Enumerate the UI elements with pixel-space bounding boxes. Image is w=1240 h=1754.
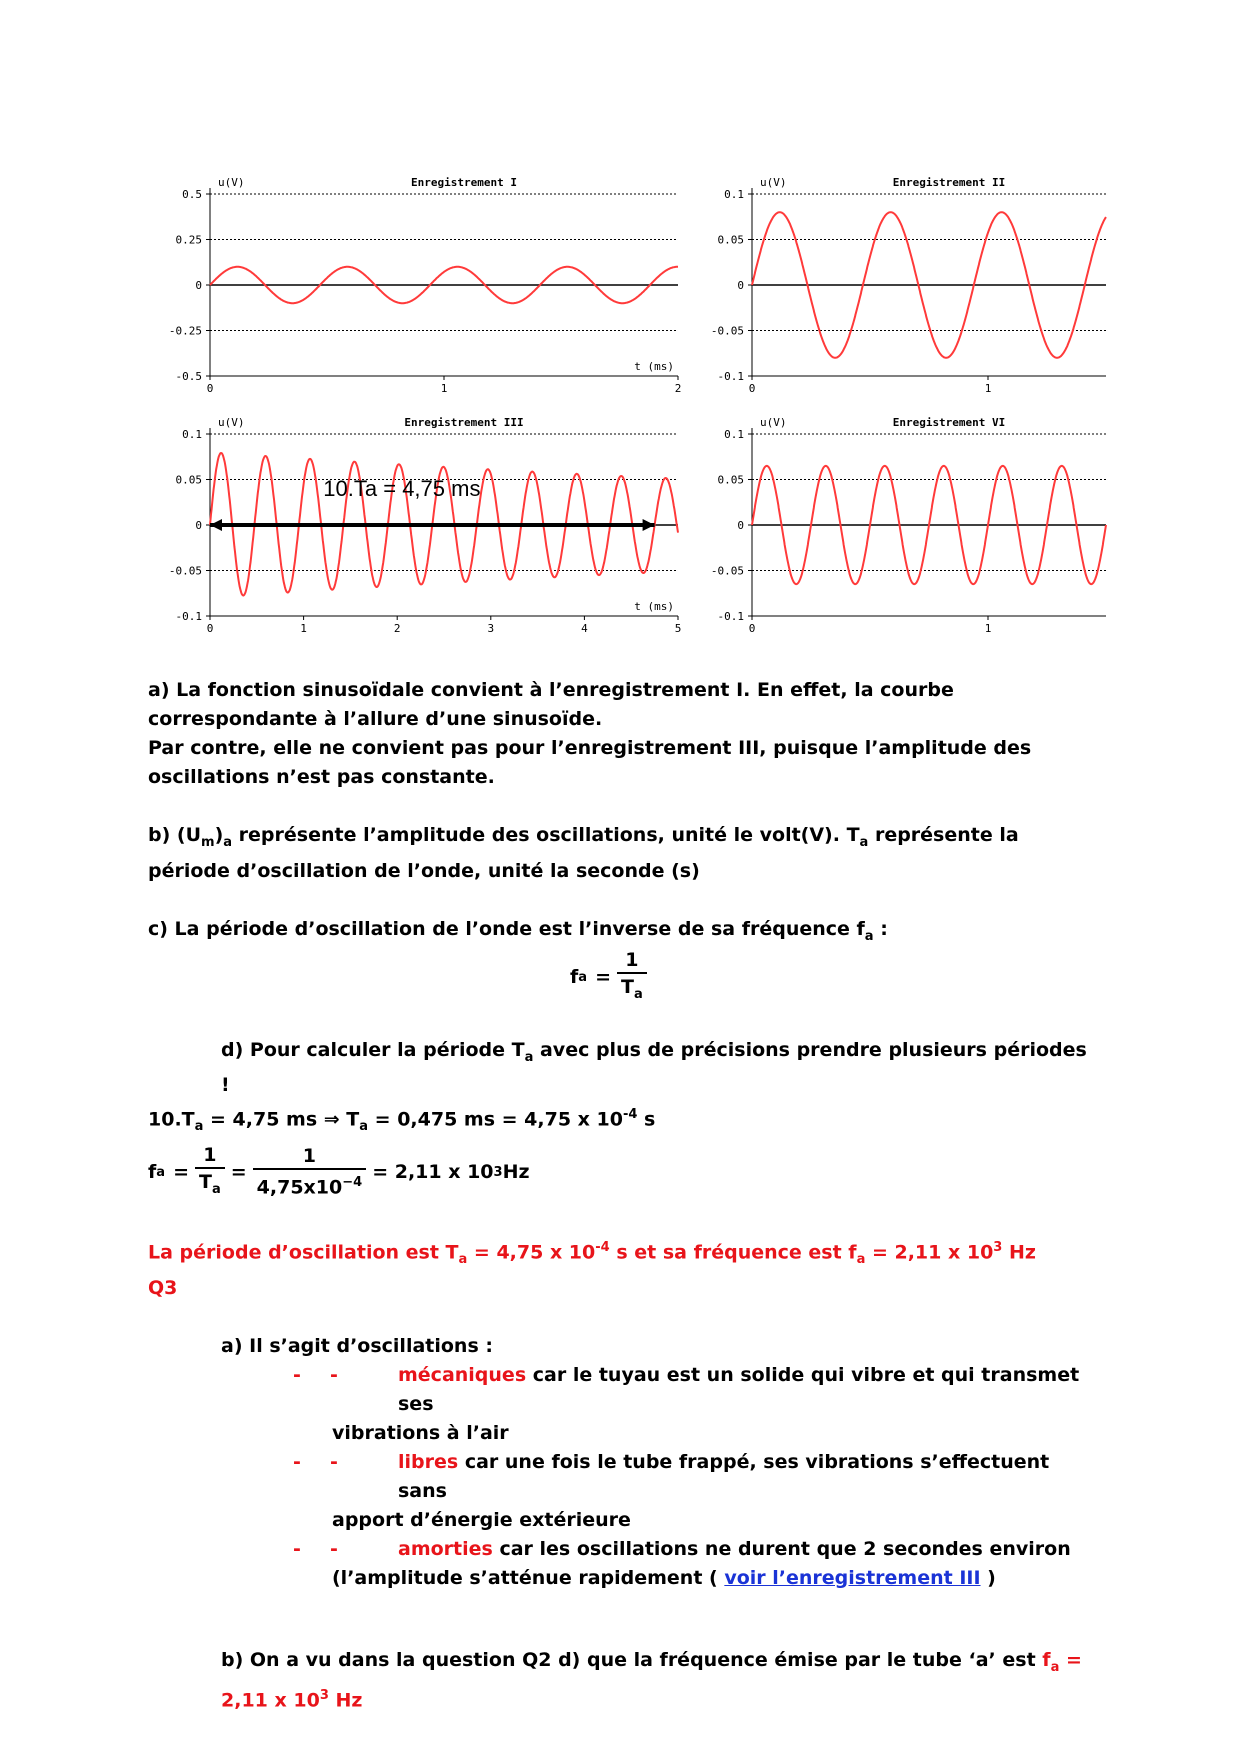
y-tick-label: -0.25 (168, 324, 202, 338)
link-enregistrement-3[interactable]: voir l’enregistrement III (724, 1566, 981, 1589)
y-tick-label: -0.1 (717, 610, 744, 623)
x-tick-label: 0 (206, 382, 214, 395)
y-tick-label: 0.25 (175, 233, 202, 247)
chart-enregistrement-3 (152, 416, 692, 636)
y-tick-label: -0.05 (710, 564, 744, 578)
y-tick-label: -0.05 (168, 564, 202, 578)
y-tick-label: 0 (737, 279, 744, 292)
q3a-intro: a) Il s’agit d’oscillations : (221, 1334, 493, 1357)
para-a2: Par contre, elle ne convient pas pour l’enregistrement III, puisque l’amplitude des oscillations n’est pas constante. (148, 737, 1032, 788)
chart-title: Enregistrement III (404, 416, 524, 429)
y-tick-label: 0.05 (175, 473, 202, 487)
x-tick-label: 0 (748, 382, 756, 395)
para-d2: $10.T_a = 4,75$ ms ⇒ $T_a = 0,475$ ms = 4,75 x $10^{-4}$ s (148, 1107, 656, 1135)
y-tick-label: -0.5 (175, 370, 202, 383)
y-tick-label: 0 (737, 519, 744, 532)
para-a1: a) La fonction sinusoïdale convient à l’enregistrement I. En effet, la courbe correspondante à l’allure d’une sinusoïde. (148, 679, 954, 730)
y-tick-label: -0.1 (717, 370, 744, 383)
para-b: b) $(U_m)_a$ représente l’amplitude des oscillations, unité le volt(V). $T_a$ représente la période d’oscillation de l’onde, unité la seconde (s) (148, 824, 1019, 882)
chart-title: Enregistrement II (892, 176, 1006, 189)
x-tick-label: 0 (748, 622, 756, 635)
para-d: d) Pour calculer la période $T_a$ avec plus de précisions prendre plusieurs périodes ! (221, 1038, 1087, 1097)
list-item-amorties: - - amorties car les oscillations ne durent que 2 secondes environ (l’amplitude s’atténue rapidement ( voir l’enregistrement III ) (293, 1537, 1071, 1589)
y-axis-label: u(V) (218, 416, 245, 429)
x-tick-label: 2 (674, 382, 682, 395)
arrow-head-left (210, 519, 222, 531)
chart-enregistrement-4 (692, 416, 1112, 636)
x-tick-label: 1 (984, 382, 992, 395)
y-tick-label: 0 (195, 519, 202, 532)
y-axis-label: u(V) (218, 176, 245, 189)
chart-title: Enregistrement VI (892, 416, 1006, 429)
result-line: La période d’oscillation est $T_a = 4,75$ x $10^{-4}$ s et sa fréquence est $f_a = 2,11$ x $10^3$ Hz (148, 1239, 1036, 1267)
list-item-libres: - - libres car une fois le tube frappé, ses vibrations s’effectuent sans apport d’énergie extérieure (293, 1450, 1050, 1531)
para-c: c) La période d’oscillation de l’onde est l’inverse de sa fréquence $f_a$ : (148, 917, 888, 944)
y-tick-label: 0.05 (717, 233, 744, 247)
x-axis-label: t (ms) (634, 360, 674, 373)
y-tick-label: -0.05 (710, 324, 744, 338)
x-tick-label: 5 (674, 622, 682, 635)
x-tick-label: 1 (440, 382, 448, 395)
y-axis-label: u(V) (760, 416, 787, 429)
y-axis-label: u(V) (760, 176, 787, 189)
y-tick-label: 0.1 (724, 428, 744, 441)
x-tick-label: 3 (487, 622, 495, 635)
chart-enregistrement-2 (692, 176, 1112, 396)
q3-heading: Q3 (148, 1276, 178, 1299)
x-tick-label: 1 (984, 622, 992, 635)
y-tick-label: 0.05 (717, 473, 744, 487)
q3b-value: 2,11 x $10^3$ Hz (221, 1688, 363, 1712)
y-tick-label: 0.5 (182, 188, 202, 201)
equation-fa: f a = $\frac{1}{T_a}$ (148, 949, 1088, 1007)
x-axis-label: t (ms) (634, 600, 674, 613)
x-tick-label: 4 (581, 622, 588, 635)
y-tick-label: 0 (195, 279, 202, 292)
x-tick-label: 2 (393, 622, 401, 635)
chart-title: Enregistrement I (411, 176, 517, 189)
x-tick-label: 1 (300, 622, 307, 635)
chart-enregistrement-1 (152, 176, 692, 396)
y-tick-label: 0.1 (182, 428, 202, 441)
equation-fa-calc: f a = $\frac{1}{T_a}$ = $\frac{1}{4,75x10^{-4}}$ = 2,11 x 10 3 Hz (148, 1142, 1088, 1204)
y-tick-label: 0.1 (724, 188, 744, 201)
x-tick-label: 0 (206, 622, 214, 635)
period-annotation: 10.Ta = 4,75 ms (323, 475, 481, 501)
q3b: b) On a vu dans la question Q2 d) que la fréquence émise par le tube ‘a’ est $f_a$ = (221, 1648, 1082, 1675)
arrow-head-right (643, 519, 655, 531)
answer-text (148, 676, 1088, 1716)
list-item-mecaniques: - - mécaniques car le tuyau est un solide qui vibre et qui transmet ses vibrations à l’air (293, 1363, 1080, 1444)
y-tick-label: -0.1 (175, 610, 202, 623)
